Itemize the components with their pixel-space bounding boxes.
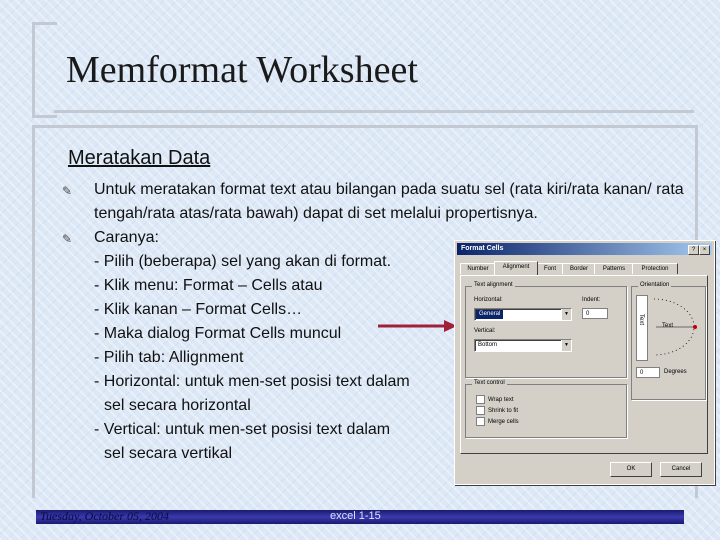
title-underline: [54, 110, 694, 113]
checkbox-box[interactable]: [476, 395, 485, 404]
wrap-text-label: Wrap text: [488, 396, 514, 403]
indent-stepper[interactable]: [582, 308, 608, 319]
step-item: - Klik kanan – Format Cells…: [94, 301, 303, 318]
checkbox-box[interactable]: [476, 406, 485, 415]
degrees-value: 0: [640, 370, 644, 376]
wrap-text-checkbox[interactable]: [476, 395, 514, 404]
slide-subtitle: Meratakan Data: [68, 147, 211, 169]
step-item: sel secara horizontal: [104, 397, 251, 414]
step-item: sel secara vertikal: [104, 445, 233, 462]
vertical-text-box[interactable]: [636, 295, 648, 361]
orientation-horizontal-text: Text: [662, 323, 674, 329]
horizontal-label: Horizontal:: [474, 297, 503, 303]
merge-cells-checkbox[interactable]: [476, 417, 519, 426]
orientation-label: Orientation: [640, 282, 670, 288]
horizontal-select[interactable]: [474, 308, 572, 321]
pen-icon: ✎: [62, 232, 73, 246]
step-item: - Vertical: untuk men-set posisi text dalam: [94, 421, 391, 438]
ok-button[interactable]: OK: [610, 462, 652, 477]
footer-date: Tuesday, October 05, 2004: [40, 509, 169, 523]
step-item: - Pilih (beberapa) sel yang akan di format.: [94, 253, 392, 270]
dialog-title: Format Cells: [461, 245, 504, 252]
pointer-arrow-icon: [378, 318, 458, 334]
tab-number[interactable]: Number: [460, 263, 496, 274]
degrees-stepper[interactable]: [636, 367, 660, 378]
pen-icon: ✎: [62, 184, 73, 198]
shrink-to-fit-checkbox[interactable]: [476, 406, 518, 415]
bullet-text: Caranya:: [94, 229, 159, 246]
cancel-button[interactable]: Cancel: [660, 462, 702, 477]
close-button[interactable]: ×: [699, 245, 710, 255]
orientation-dial[interactable]: [650, 295, 700, 359]
orientation-vertical-text: Text: [638, 314, 644, 326]
shrink-to-fit-label: Shrink to fit: [488, 407, 519, 414]
tab-font[interactable]: Font: [536, 263, 564, 274]
bullet-text: Untuk meratakan format text atau bilangan pada suatu sel (rata kiri/rata kanan/ rata tengah/rata atas/rata bawah) dapat di set melalui propertisnya.: [94, 181, 684, 222]
title-frame-bar: [32, 22, 57, 118]
chevron-down-icon[interactable]: ▼: [561, 340, 571, 351]
help-button[interactable]: ?: [688, 245, 699, 255]
tab-border[interactable]: Border: [562, 263, 596, 274]
text-control-group: [465, 380, 627, 438]
chevron-down-icon[interactable]: ▼: [561, 309, 571, 320]
step-item: - Pilih tab: Allignment: [94, 349, 244, 366]
step-item: - Maka dialog Format Cells muncul: [94, 325, 342, 342]
dialog-tabs: [460, 263, 708, 275]
vertical-select[interactable]: [474, 339, 572, 352]
format-cells-dialog: [454, 240, 715, 485]
slide-title: Memformat Worksheet: [66, 49, 418, 91]
indent-label: Indent:: [582, 297, 601, 303]
footer-page-number: excel 1-15: [330, 510, 381, 522]
text-alignment-label: Text alignment: [474, 282, 513, 288]
tab-patterns[interactable]: Patterns: [594, 263, 634, 274]
tab-alignment[interactable]: Alignment: [494, 261, 538, 275]
degrees-label: Degrees: [664, 369, 687, 375]
alignment-panel: [460, 275, 708, 454]
merge-cells-label: Merge cells: [488, 418, 519, 425]
checkbox-box[interactable]: [476, 417, 485, 426]
step-item: - Klik menu: Format – Cells atau: [94, 277, 323, 294]
tab-protection[interactable]: Protection: [632, 263, 678, 274]
dialog-titlebar: [457, 243, 712, 255]
orientation-group: [631, 282, 706, 400]
step-item: - Horizontal: untuk men-set posisi text dalam: [94, 373, 410, 390]
vertical-label: Vertical:: [474, 328, 496, 334]
horizontal-value: General: [476, 310, 503, 319]
vertical-value: Bottom: [478, 342, 498, 348]
bullet-item: [62, 178, 702, 226]
text-control-label: Text control: [474, 380, 505, 386]
text-alignment-group: [465, 282, 627, 378]
indent-value: 0: [586, 311, 590, 317]
